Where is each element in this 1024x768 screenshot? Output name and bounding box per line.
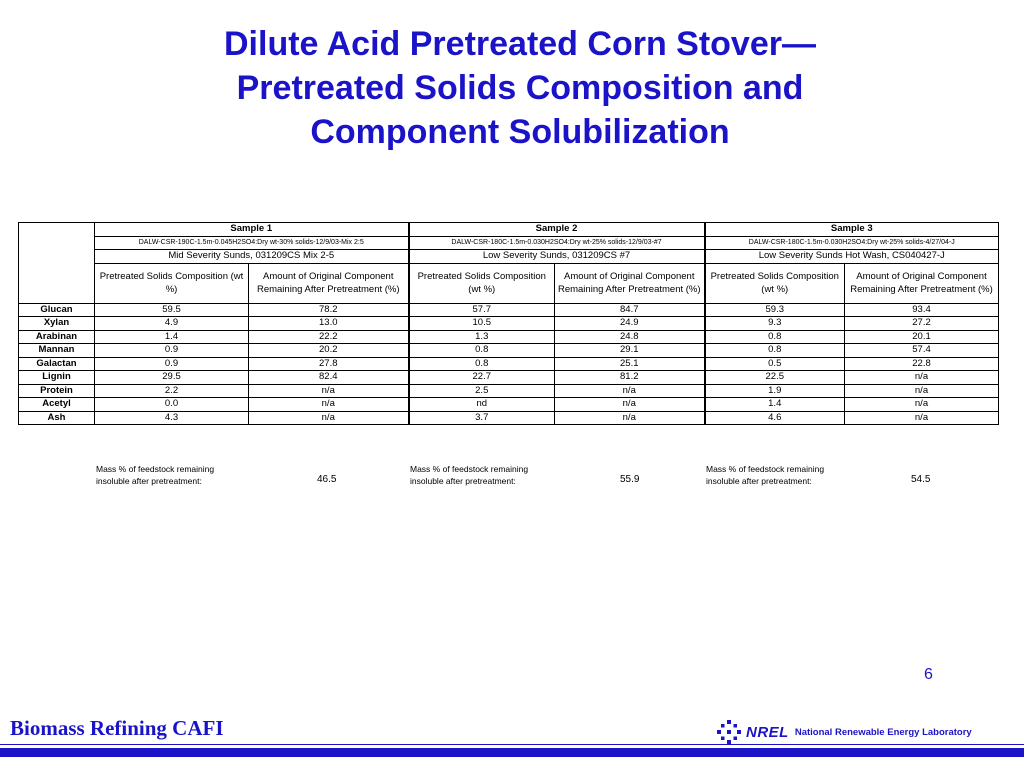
title-line-2: Pretreated Solids Composition and [236,69,804,107]
table-row [19,303,999,317]
table-cell: n/a [845,384,999,398]
table-cell: 0.8 [705,344,845,358]
sample-id: DALW-CSR-180C-1.5m-0.030H2SO4:Dry wt-25% solids-4/27/04-J [705,236,999,250]
sample-header: Sample 2 [409,223,705,237]
table-cell: 59.5 [95,303,249,317]
table-cell: 1.9 [705,384,845,398]
sample-header: Sample 1 [95,223,409,237]
nrel-emblem-icon [716,719,742,745]
table-cell: 29.5 [95,371,249,385]
table-cell: n/a [845,398,999,412]
row-label: Ash [19,411,95,425]
table-cell: 0.5 [705,357,845,371]
table-cell: 57.7 [409,303,555,317]
footer-title: Biomass Refining CAFI [10,716,224,740]
table-cell: 0.8 [409,344,555,358]
row-label: Galactan [19,357,95,371]
table-cell: 1.4 [95,330,249,344]
table-cell: 4.9 [95,317,249,331]
sample-id: DALW-CSR-180C-1.5m-0.030H2SO4:Dry wt-25% solids-12/9/03-#7 [409,236,705,250]
table-cell: 9.3 [705,317,845,331]
mass-label-line: Mass % of feedstock remaining [706,464,825,474]
table-cell: 24.9 [555,317,705,331]
mass-label [410,463,528,487]
table-row [19,398,999,412]
column-header: Amount of Original Component Remaining After Pretreatment (%) [249,263,409,303]
composition-table [18,222,999,425]
mass-label-line: Mass % of feedstock remaining [410,464,529,474]
sample-description: Low Severity Sunds Hot Wash, CS040427-J [705,250,999,264]
table-cell: 1.3 [409,330,555,344]
table-cell: 29.1 [555,344,705,358]
table-cell: 20.1 [845,330,999,344]
table-cell: 27.2 [845,317,999,331]
sample-description: Low Severity Sunds, 031209CS #7 [409,250,705,264]
mass-value: 46.5 [317,474,337,485]
sample-header: Sample 3 [705,223,999,237]
mass-label-line: insoluble after pretreatment: [706,476,812,486]
footer-bar [0,748,1024,757]
table-cell: 84.7 [555,303,705,317]
table-cell: 25.1 [555,357,705,371]
table-cell: 22.5 [705,371,845,385]
mass-value: 55.9 [620,474,640,485]
nrel-wordmark: NREL [746,723,789,741]
table-cell: 0.9 [95,344,249,358]
table-cell: 4.6 [705,411,845,425]
table-row [19,384,999,398]
table-row [19,411,999,425]
corner-cell [19,223,95,304]
table-cell: 27.8 [249,357,409,371]
table-cell: 0.9 [95,357,249,371]
mass-label-line: insoluble after pretreatment: [96,476,202,486]
table-row [19,357,999,371]
table-cell: n/a [249,398,409,412]
table-row [19,371,999,385]
nrel-logo [716,718,972,746]
table-cell: 0.8 [705,330,845,344]
column-header: Pretreated Solids Composition (wt %) [409,263,555,303]
mass-label-line: Mass % of feedstock remaining [96,464,215,474]
table-cell: 22.8 [845,357,999,371]
footer-rule [0,744,1024,745]
table-cell: n/a [249,411,409,425]
table-cell: 0.8 [409,357,555,371]
table-cell: n/a [249,384,409,398]
table-cell: 57.4 [845,344,999,358]
row-label: Arabinan [19,330,95,344]
column-header: Amount of Original Component Remaining After Pretreatment (%) [845,263,999,303]
sample-id: DALW-CSR-190C-1.5m-0.045H2SO4:Dry wt-30% solids-12/9/03-Mix 2:5 [95,236,409,250]
table-row [19,344,999,358]
table-cell: 93.4 [845,303,999,317]
table-row [19,317,999,331]
table-cell: nd [409,398,555,412]
table-cell: 3.7 [409,411,555,425]
row-label: Glucan [19,303,95,317]
page-number: 6 [924,666,933,683]
table-cell: 13.0 [249,317,409,331]
mass-label [706,463,824,487]
mass-label-line: insoluble after pretreatment: [410,476,516,486]
table-cell: n/a [555,398,705,412]
table-cell: 22.2 [249,330,409,344]
table-cell: 81.2 [555,371,705,385]
mass-label [96,463,214,487]
column-header: Pretreated Solids Composition (wt %) [95,263,249,303]
title-line-1: Dilute Acid Pretreated Corn Stover— [224,25,816,63]
table-cell: 59.3 [705,303,845,317]
sample-description: Mid Severity Sunds, 031209CS Mix 2-5 [95,250,409,264]
table-cell: 78.2 [249,303,409,317]
table-cell: 2.2 [95,384,249,398]
table-cell: 10.5 [409,317,555,331]
mass-value: 54.5 [911,474,931,485]
slide-title [60,22,980,154]
column-header: Pretreated Solids Composition (wt %) [705,263,845,303]
row-label: Protein [19,384,95,398]
table-cell: 20.2 [249,344,409,358]
table-cell: n/a [845,411,999,425]
table-cell: n/a [845,371,999,385]
title-line-3: Component Solubilization [310,113,730,151]
table-row [19,330,999,344]
table-cell: 1.4 [705,398,845,412]
row-label: Acetyl [19,398,95,412]
table-cell: n/a [555,384,705,398]
table-cell: n/a [555,411,705,425]
row-label: Lignin [19,371,95,385]
nrel-name: National Renewable Energy Laboratory [794,726,972,738]
row-label: Xylan [19,317,95,331]
table-cell: 4.3 [95,411,249,425]
table-cell: 24.8 [555,330,705,344]
table-cell: 82.4 [249,371,409,385]
table-cell: 2.5 [409,384,555,398]
table-cell: 0.0 [95,398,249,412]
table-cell: 22.7 [409,371,555,385]
column-header: Amount of Original Component Remaining After Pretreatment (%) [555,263,705,303]
row-label: Mannan [19,344,95,358]
